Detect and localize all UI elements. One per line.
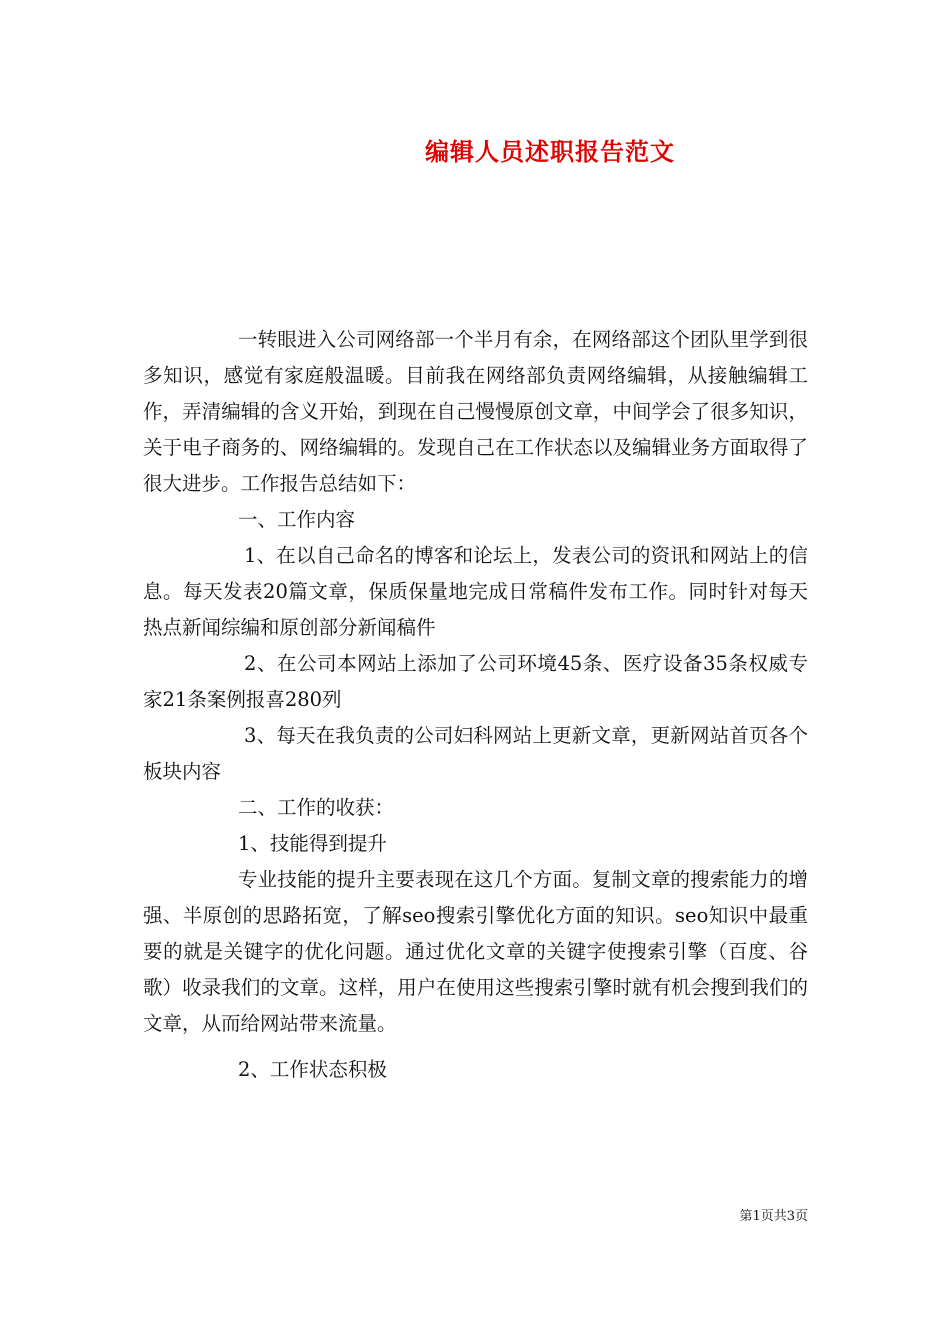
work-item-3: 3、每天在我负责的公司妇科网站上更新文章，更新网站首页各个板块内容: [143, 724, 808, 783]
work-item-1: 1、在以自己命名的博客和论坛上，发表公司的资讯和网站上的信息。每天发表20篇文章，保质保量地完成日常稿件发布工作。同时针对每天热点新闻综编和原创部分新闻稿件: [143, 544, 808, 639]
intro-paragraph: 一转眼进入公司网络部一个半月有余，在网络部这个团队里学到很多知识，感觉有家庭般温暖。目前我在网络部负责网络编辑，从接触编辑工作，弄清编辑的含义开始，到现在自己慢慢原创文章，中间学会了很多知识，关于电子商务的、网络编辑的。发现自己在工作状态以及编辑业务方面取得了很大进步。工作报告总结如下：: [143, 328, 808, 495]
work-item-2: 2、在公司本网站上添加了公司环境45条、医疗设备35条权威专家21条案例报喜280列: [143, 652, 808, 711]
gain-paragraph-1: 专业技能的提升主要表现在这几个方面。复制文章的搜索能力的增强、半原创的思路拓宽，了解seo搜索引擎优化方面的知识。seo知识中最重要的就是关键字的优化问题。通过优化文章的关键字使搜索引擎（百度、谷歌）收录我们的文章。这样，用户在使用这些搜索引擎时就有机会搜到我们的文章，从而给网站带来流量。: [143, 868, 808, 1035]
section-heading-work-content: 一、工作内容: [238, 508, 356, 531]
document-body: [143, 322, 808, 1088]
page-number-footer: 第1页共3页: [739, 1209, 808, 1224]
gain-heading-2: 2、工作状态积极: [238, 1058, 387, 1081]
document-title: 编辑人员述职报告范文: [425, 137, 675, 166]
gain-heading-1: 1、技能得到提升: [238, 832, 387, 855]
section-heading-gains: 二、工作的收获：: [238, 796, 395, 819]
